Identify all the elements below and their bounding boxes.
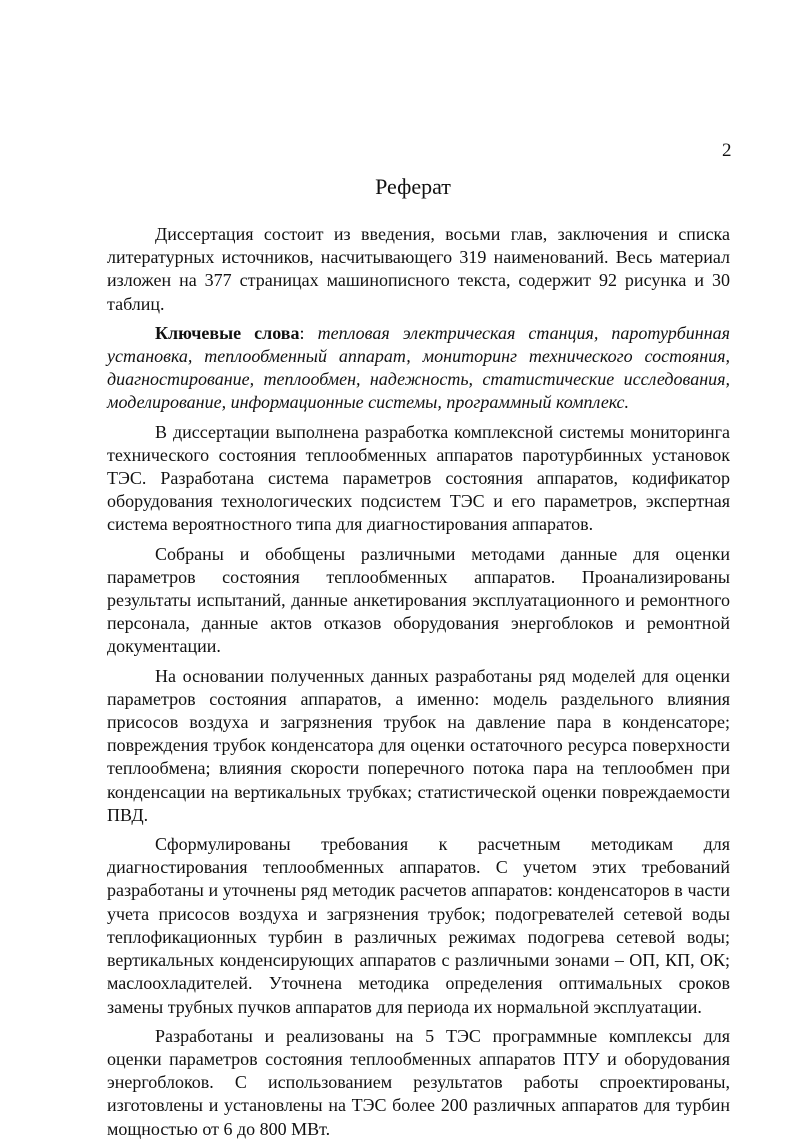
paragraph-summary: Диссертация состоит из введения, восьми глав, заключения и списка литературных источников, насчитывающего 319 наименований. Весь материал изложен на 377 страницах машинописного текста, содержит 92 рисунка и 30 таблиц. [107, 224, 730, 314]
paragraph-keywords: Ключевые слова: тепловая электрическая станция, паротурбинная установка, теплообменный аппарат, мониторинг технического состояния, диагностирование, теплообмен, надежность, статистические исследования, моделирование, информационные системы, программный комплекс. [107, 322, 731, 413]
page-title: Реферат [375, 174, 451, 199]
paragraph-models: На основании полученных данных разработаны ряд моделей для оценки параметров состояния аппаратов, а именно: модель раздельного влияния присосов воздуха и загрязнения трубок на давление пара в конденсаторе; повреждения трубок конденсатора для оценки остаточного ресурса поверхности теплообмена; влияния скорости поперечного потока пара на теплообмен при конденсации на вертикальных трубках; статистической оценки повреждаемости ПВД. [107, 665, 730, 825]
keywords-label: Ключевые слова [155, 322, 300, 343]
paragraph-monitoring-system: В диссертации выполнена разработка комплексной системы мониторинга технического состояния теплообменных аппаратов паротурбинных установок ТЭС. Разработана система параметров состояния аппаратов, кодификатор оборудования технологических подсистем ТЭС и его параметров, экспертная система вероятностного типа для диагностирования аппаратов. [107, 421, 730, 535]
keywords-text: тепловая электрическая станция, паротурбинная установка, теплообменный аппарат, мониторинг технического состояния, диагностирование, теплообмен, надежность, статистические исследования, моделирование, информационные системы, программный комплекс. [107, 322, 731, 413]
page-number: 2 [722, 140, 732, 161]
abstract-body [107, 223, 730, 1147]
paragraph-data-collection: Собраны и обобщены различными методами данные для оценки параметров состояния теплообменных аппаратов. Проанализированы результаты испытаний, данные анкетирования эксплуатационного и ремонтного персонала, данные актов отказов оборудования энергоблоков и ремонтной документации. [107, 543, 730, 657]
paragraph-methods: Сформулированы требования к расчетным методикам для диагностирования теплообменных аппаратов. С учетом этих требований разработаны и уточнены ряд методик расчетов аппаратов: конденсаторов в части учета присосов воздуха и загрязнения трубок; подогревателей сетевой воды теплофикационных турбин в различных режимах подогрева сетевой воды; вертикальных конденсирующих аппаратов с различными зонами – ОП, КП, ОК; маслоохладителей. Уточнена методика определения оптимальных сроков замены трубных пучков аппаратов для периода их нормальной эксплуатации. [107, 834, 730, 1017]
paragraph-software: Разработаны и реализованы на 5 ТЭС программные комплексы для оценки параметров состояния теплообменных аппаратов ПТУ и оборудования энергоблоков. С использованием результатов работы спроектированы, изготовлены и установлены на ТЭС более 200 различных аппаратов для турбин мощностью от 6 до 800 МВт. [107, 1025, 730, 1139]
